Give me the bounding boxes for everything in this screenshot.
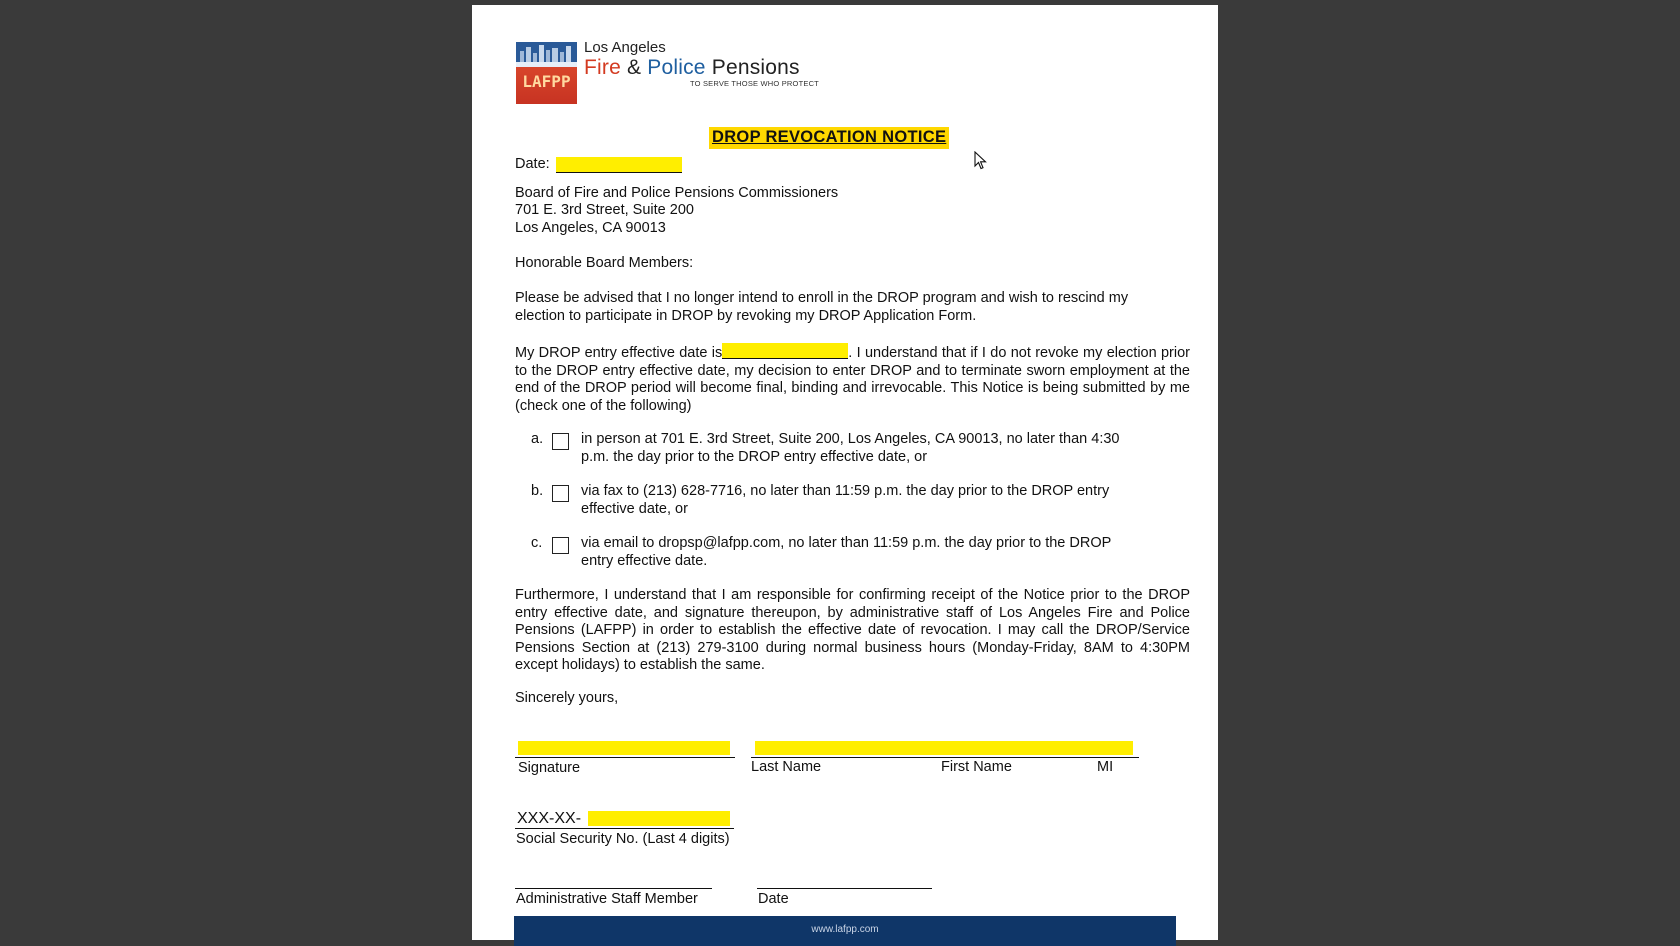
skyline-icon — [516, 42, 577, 67]
drop-entry-date-field[interactable] — [722, 343, 848, 359]
mi-label: MI — [1097, 759, 1114, 775]
para2-suffix: . I understand that if I do not revoke my election prior to the DROP entry effective date, my decision to enter DROP and to terminate sworn employment at the end of the DROP period will become final, binding and irrevocable. This Notice is being submitted by me (check one of the following) — [515, 345, 1190, 414]
closing: Sincerely yours, — [515, 690, 619, 706]
option-c-letter: c. — [531, 535, 543, 551]
first-name-label: First Name — [941, 759, 1012, 775]
address-line-2: 701 E. 3rd Street, Suite 200 — [515, 202, 694, 218]
org-name-amp: & — [627, 56, 642, 79]
date-field[interactable] — [556, 157, 682, 173]
staff-date-label: Date — [758, 891, 789, 907]
footer-url: www.lafpp.com — [811, 924, 879, 935]
signature-line — [515, 757, 735, 758]
staff-label: Administrative Staff Member — [516, 891, 698, 907]
paragraph-rescind: Please be advised that I no longer intend to enroll in the DROP program and wish to rescind my election to participate in DROP by revoking my DROP Application Form. — [515, 290, 1129, 324]
org-city: Los Angeles — [584, 39, 666, 56]
org-name-pensions: Pensions — [711, 56, 800, 79]
option-c-text: via email to dropsp@lafpp.com, no later than 11:59 p.m. the day prior to the DROP entry effective date. — [581, 535, 1112, 569]
address-line-1: Board of Fire and Police Pensions Commissioners — [515, 185, 839, 201]
signature-field[interactable] — [518, 741, 730, 755]
document-title: DROP REVOCATION NOTICE — [709, 127, 949, 149]
address-line-3: Los Angeles, CA 90013 — [515, 220, 666, 236]
ssn-line — [515, 828, 734, 829]
paragraph-furthermore: Furthermore, I understand that I am responsible for confirming receipt of the Notice prior to the DROP entry effective date, and signature thereupon, by administrative staff of Los Angeles Fire and Police Pensions (LAFPP) in order to establish the effective date of revocation. I may call the DROP/Service Pensions Section at (213) 279-3100 during normal business hours (Monday-Friday, 8AM to 4:30PM except holidays) to establish the same. — [515, 587, 1190, 673]
name-line — [751, 757, 1139, 758]
logo-letters: LAFPP — [522, 72, 571, 91]
ssn-field[interactable] — [588, 811, 730, 826]
last-name-label: Last Name — [751, 759, 822, 775]
staff-line — [515, 888, 712, 889]
document-page — [472, 5, 1218, 940]
option-b-letter: b. — [531, 483, 544, 499]
org-name — [584, 56, 800, 80]
org-tagline: TO SERVE THOSE WHO PROTECT — [690, 79, 819, 88]
footer-bar — [514, 916, 1176, 946]
salutation: Honorable Board Members: — [515, 255, 694, 271]
ssn-prefix: XXX-XX- — [517, 810, 582, 827]
option-a-text: in person at 701 E. 3rd Street, Suite 200, Los Angeles, CA 90013, no later than 4:30 p.m. the day prior to the DROP entry effective date, or — [581, 431, 1120, 465]
date-label: Date: — [515, 156, 550, 172]
signature-label: Signature — [518, 760, 581, 776]
ssn-label: Social Security No. (Last 4 digits) — [516, 831, 730, 847]
org-name-fire: Fire — [584, 56, 621, 79]
staff-date-line — [757, 888, 932, 889]
paragraph-effective-date — [515, 343, 1190, 415]
lafpp-logo — [516, 42, 577, 104]
option-b-checkbox[interactable] — [552, 485, 569, 502]
option-c-checkbox[interactable] — [552, 537, 569, 554]
mouse-cursor-icon — [974, 151, 988, 171]
option-a-letter: a. — [531, 431, 544, 447]
org-name-police: Police — [647, 56, 706, 79]
option-a-checkbox[interactable] — [552, 433, 569, 450]
option-b-text: via fax to (213) 628-7716, no later than 11:59 p.m. the day prior to the DROP entry effective date, or — [581, 483, 1110, 517]
name-field[interactable] — [755, 741, 1133, 755]
para2-prefix: My DROP entry effective date is — [515, 345, 723, 361]
